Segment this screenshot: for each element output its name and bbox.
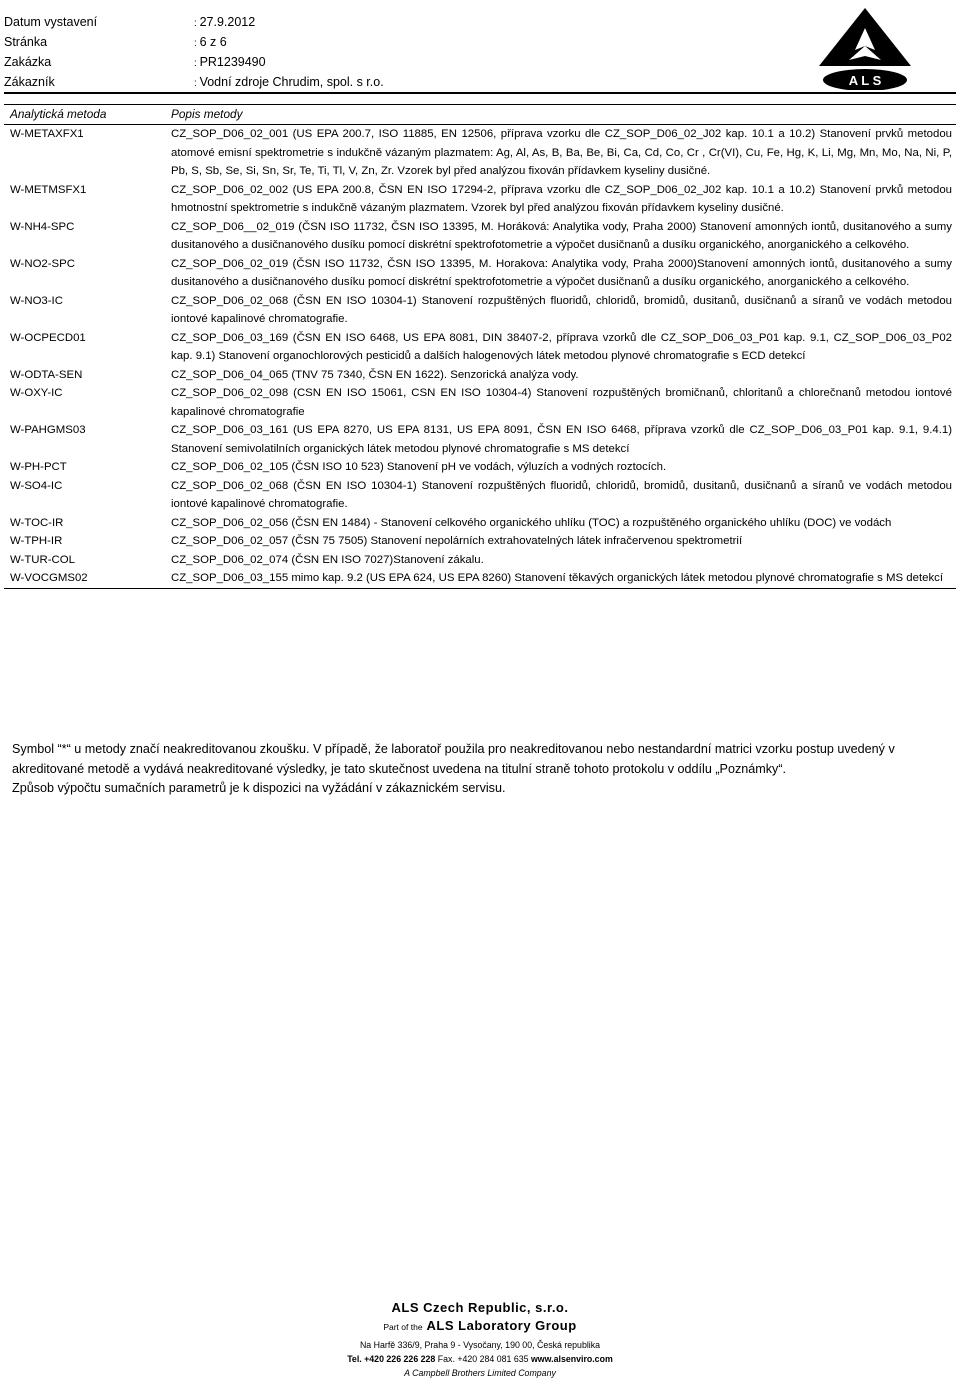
method-code: W-NO3-IC xyxy=(10,294,63,307)
method-code: W-TUR-COL xyxy=(10,553,75,566)
note-non-accredited: Symbol “*“ u metody značí neakreditovanou zkoušku. V případě, že laboratoř použila pro neakreditovanou nebo nestandardní matrici vzorku postup uvedený v akreditované metodě a vydává neakreditované výsledky, je tato skutečnost uvedena na titulní straně tohoto protokolu v oddílu „Poznámky“. xyxy=(12,742,895,776)
footer-fax: Fax. +420 284 081 635 xyxy=(437,1354,529,1364)
column-header-method: Analytická metoda xyxy=(10,107,107,121)
method-code: W-NH4-SPC xyxy=(10,220,75,233)
method-description: CZ_SOP_D06_02_002 (US EPA 200.8, ČSN EN ISO 17294-2, příprava vzorku dle CZ_SOP_D06_02_J02 kap. 10.1 a 10.2) Stanovení prvků metodou hmotnostní spektrometrie s indukčně vázaným plazmatem. Vzorek byl před analýzou fixován přídavkem kyseliny dusičné. xyxy=(171,183,952,214)
table-row xyxy=(4,181,956,218)
method-description: CZ_SOP_D06_04_065 (TNV 75 7340, ČSN EN 1622). Senzorická analýza vody. xyxy=(171,368,579,381)
table-row xyxy=(4,218,956,255)
header-label: Datum vystavení xyxy=(4,15,98,29)
footer-contact xyxy=(0,1352,960,1366)
footer-address: Na Harfě 336/9, Praha 9 - Vysočany, 190 00, Česká republika xyxy=(359,1340,601,1350)
note-sum-parameters: Způsob výpočtu sumačních parametrů je k dispozici na vyžádání v zákaznickém servisu. xyxy=(12,781,506,795)
method-code: W-PH-PCT xyxy=(10,461,67,473)
report-header xyxy=(4,12,564,92)
method-code: W-VOCGMS02 xyxy=(10,572,88,584)
column-header-description: Popis metody xyxy=(171,107,243,121)
method-description: CZ_SOP_D06_02_057 (ČSN 75 7505) Stanovení nepolárních extrahovatelných látek infračervenou spektrometrií xyxy=(171,535,743,547)
method-code: W-NO2-SPC xyxy=(10,257,75,270)
header-value: : PR1239490 xyxy=(194,55,266,69)
header-label: Zákazník xyxy=(4,75,55,89)
table-row xyxy=(4,421,956,458)
method-description: CZ_SOP_D06_02_074 (ČSN EN ISO 7027)Stanovení zákalu. xyxy=(171,553,484,566)
table-row xyxy=(4,125,956,181)
method-description: CZ_SOP_D06_02_098 (CSN EN ISO 15061, CSN EN ISO 10304-4) Stanovení rozpuštěných bromičnanů, chloritanů a chlorečnanů metodou iontové kapalinové chromatografie xyxy=(171,387,952,418)
method-description: CZ_SOP_D06__02_019 (ČSN ISO 11732, ČSN ISO 13395, M. Horáková: Analytika vody, Praha 2000) Stanovení amonných iontů, dusitanového a sumy dusitanového a dusičnanového dusíku pomocí diskrétní spektrofotometrie a výpočet dusičnanů a dusíku organického, anorganického a celkového. xyxy=(171,220,952,251)
method-description: CZ_SOP_D06_02_001 (US EPA 200.7, ISO 11885, EN 12506, příprava vzorku dle CZ_SOP_D06_02_J02 kap. 10.1 a 10.2) Stanovení prvků metodou atomové emisní spektrometrie s indukčně vázaným plazmatem: Ag, Al, As, B, Ba, Be, Bi, Ca, Cd, Co, Cr , Cr(VI), Cu, Fe, Hg, K, Li, Mg, Mn, Mo, Na, Ni, P, Pb, S, Sb, Se, Si, Sn, Sr, Te, Ti, Tl, V, Zn, Zr. Vzorek byl před analýzou fixován přídavkem kyseliny dusičné. xyxy=(171,128,952,177)
method-description: CZ_SOP_D06_03_161 (US EPA 8270, US EPA 8131, US EPA 8091, ČSN EN ISO 6468, příprava vzorků dle CZ_SOP_D06_03_P01 kap. 9.1, 9.4.1) Stanovení semivolatilních organických látek metodou plynové chromatografie s MS detekcí xyxy=(171,424,952,455)
table-row xyxy=(4,384,956,421)
table-header-row xyxy=(4,105,956,125)
header-row-customer xyxy=(4,72,564,92)
method-code: W-PAHGMS03 xyxy=(10,424,86,436)
table-row xyxy=(4,477,956,514)
method-code: W-OXY-IC xyxy=(10,387,63,399)
footer-parent-company: A Campbell Brothers Limited Company xyxy=(404,1368,556,1378)
table-row xyxy=(4,255,956,292)
method-description: CZ_SOP_D06_02_068 (ČSN EN ISO 10304-1) Stanovení rozpuštěných fluoridů, chloridů, bromidů, dusitanů, dusičnanů a síranů ve vodách metodou iontové kapalinové chromatografie. xyxy=(171,479,952,510)
method-code: W-ODTA-SEN xyxy=(10,368,83,381)
method-code: W-TPH-IR xyxy=(10,535,63,547)
table-row xyxy=(4,329,956,366)
header-row-date xyxy=(4,12,564,32)
header-value: : 6 z 6 xyxy=(194,35,227,49)
method-code: W-OCPECD01 xyxy=(10,331,86,344)
table-row xyxy=(4,532,956,551)
table-row xyxy=(4,551,956,570)
method-code: W-METAXFX1 xyxy=(10,128,84,140)
table-row xyxy=(4,514,956,533)
header-divider xyxy=(4,92,956,94)
table-row xyxy=(4,458,956,477)
method-description: CZ_SOP_D06_03_155 mimo kap. 9.2 (US EPA 624, US EPA 8260) Stanovení těkavých organických látek metodou plynové chromatografie s MS detekcí xyxy=(171,572,944,584)
logo-text: A L S xyxy=(848,73,882,88)
methods-table xyxy=(4,104,956,589)
footer-part-of-label: Part of the xyxy=(383,1322,423,1332)
method-code: W-SO4-IC xyxy=(10,479,63,492)
page-footer xyxy=(0,1300,960,1380)
footer-group-name: ALS Laboratory Group xyxy=(426,1318,577,1333)
method-code: W-TOC-IR xyxy=(10,516,64,529)
header-row-page xyxy=(4,32,564,52)
footer-part-of xyxy=(0,1318,960,1338)
table-row xyxy=(4,569,956,588)
method-description: CZ_SOP_D06_03_169 (ČSN EN ISO 6468, US EPA 8081, DIN 38407-2, příprava vzorků dle CZ_SOP_D06_03_P01 kap. 9.1, CZ_SOP_D06_03_P02 kap. 9.1) Stanovení organochlorových pesticidů a dalších halogenových látek metodou plynové chromatografie s ECD detekcí xyxy=(171,331,952,362)
footer-tel: Tel. +420 226 226 228 xyxy=(347,1354,436,1364)
method-description: CZ_SOP_D06_02_105 (ČSN ISO 10 523) Stanovení pH ve vodách, výluzích a vodných roztocích. xyxy=(171,461,667,473)
header-value: : Vodní zdroje Chrudim, spol. s r.o. xyxy=(194,75,384,89)
header-row-order xyxy=(4,52,564,72)
method-code: W-METMSFX1 xyxy=(10,183,87,196)
notes-section xyxy=(12,740,912,799)
header-label: Stránka xyxy=(4,35,48,49)
als-logo xyxy=(815,6,915,90)
table-row xyxy=(4,366,956,385)
table-row xyxy=(4,292,956,329)
header-value: : 27.9.2012 xyxy=(194,15,255,29)
footer-web-link[interactable]: www.alsenviro.com xyxy=(530,1354,613,1364)
method-description: CZ_SOP_D06_02_019 (ČSN ISO 11732, ČSN ISO 13395, M. Horakova: Analytika vody, Praha 2000)Stanovení amonných iontů, dusitanového a sumy dusitanového a dusičnanového dusíku pomocí diskrétní spektrofotometrie a výpočet dusičnanů a dusíku organického, anorganického a celkového. xyxy=(171,257,952,288)
method-description: CZ_SOP_D06_02_056 (ČSN EN 1484) - Stanovení celkového organického uhlíku (TOC) a rozpuštěného organického uhlíku (DOC) ve vodách xyxy=(171,516,892,529)
footer-company-name: ALS Czech Republic, s.r.o. xyxy=(391,1300,569,1315)
method-description: CZ_SOP_D06_02_068 (ČSN EN ISO 10304-1) Stanovení rozpuštěných fluoridů, chloridů, bromidů, dusitanů, dusičnanů a síranů ve vodách metodou iontové kapalinové chromatografie. xyxy=(171,294,952,325)
header-label: Zakázka xyxy=(4,55,52,69)
